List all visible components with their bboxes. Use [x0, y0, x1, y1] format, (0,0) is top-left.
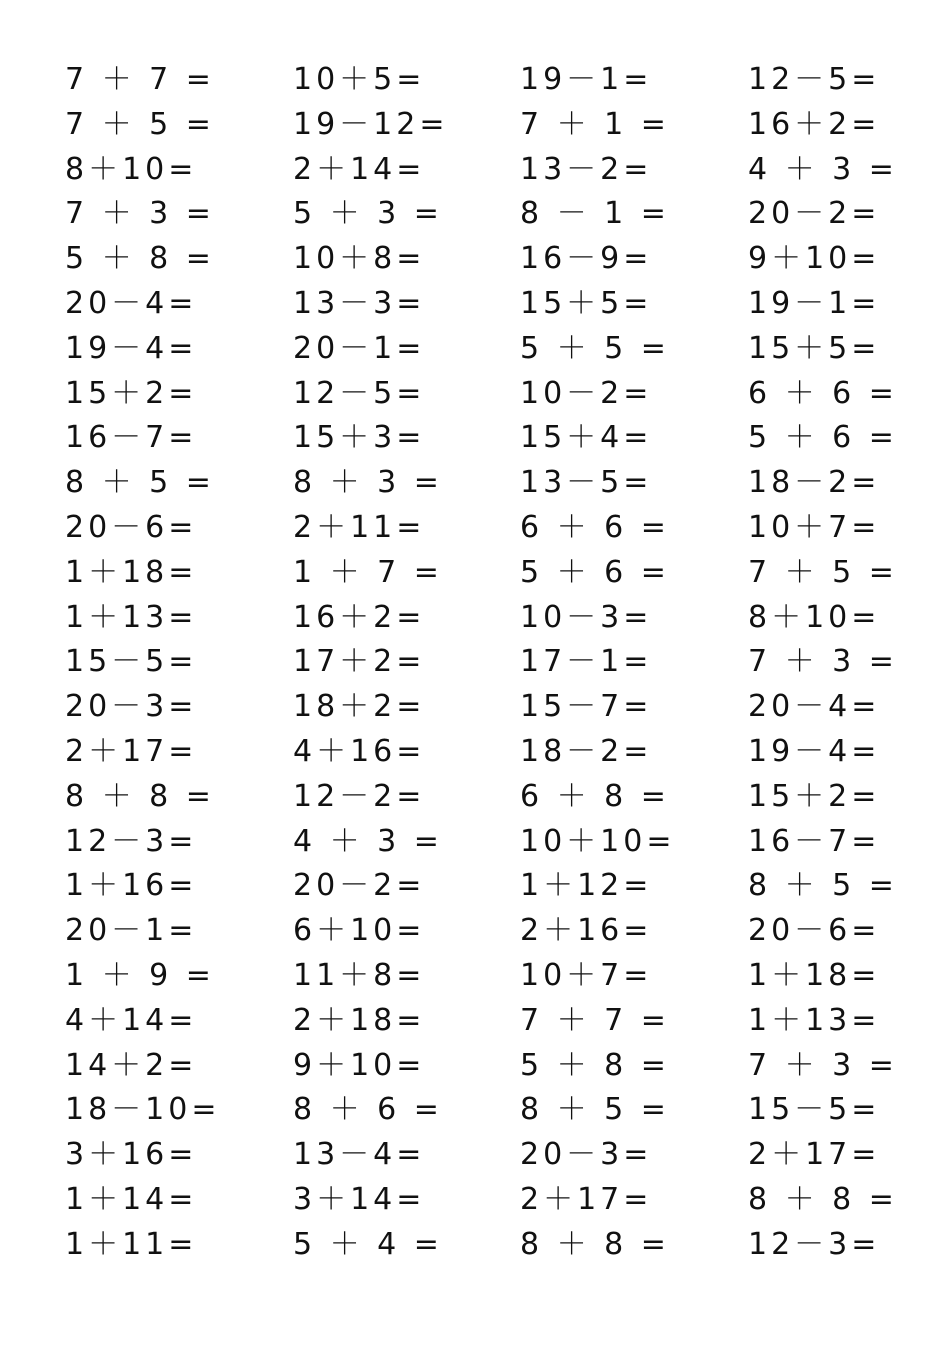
equation: 12－3=: [748, 1226, 881, 1262]
equation: 5 ＋ 4 =: [293, 1226, 443, 1262]
equation: 8 ＋ 3 =: [293, 465, 443, 501]
equation: 7 ＋ 3 =: [748, 644, 898, 680]
equation: 1＋16=: [65, 868, 198, 904]
equation: 17＋2=: [293, 644, 426, 680]
equation: 20－1=: [293, 330, 426, 366]
equation: 15－5=: [65, 644, 198, 680]
equation: 1＋13=: [65, 599, 198, 635]
equation: 7 ＋ 3 =: [65, 196, 215, 232]
equation-row: [0, 551, 950, 595]
equation: 8 ＋ 5 =: [748, 868, 898, 904]
equation: 2＋11=: [293, 510, 426, 545]
equation: 1＋14=: [65, 1182, 198, 1217]
equation: 17－1=: [520, 644, 653, 680]
equation: 10＋8=: [293, 241, 426, 277]
equation: 5 ＋ 6 =: [520, 554, 670, 590]
equation: 3＋14=: [293, 1182, 426, 1217]
equation-row: [0, 909, 950, 953]
equation: 15＋2=: [65, 375, 198, 411]
equation: 8＋10=: [748, 599, 881, 635]
equation-row: [0, 864, 950, 908]
equation: 1＋18=: [65, 554, 198, 590]
equation: 10＋7=: [748, 510, 881, 545]
equation: 8 ＋ 8 =: [748, 1182, 898, 1217]
equation: 20－3=: [520, 1137, 653, 1173]
equation: 7 ＋ 5 =: [65, 106, 215, 142]
equation: 8＋10=: [65, 151, 198, 187]
equation: 10＋7=: [520, 958, 653, 993]
equation-row: [0, 148, 950, 192]
equation: 7 ＋ 1 =: [520, 106, 670, 142]
equation-row: [0, 461, 950, 505]
equation: 8 － 1 =: [520, 196, 670, 232]
equation: 8 ＋ 6 =: [293, 1092, 443, 1128]
equation: 5 ＋ 6 =: [748, 420, 898, 456]
equation-row: [0, 237, 950, 281]
equation-row: [0, 775, 950, 819]
equation-row: [0, 506, 950, 550]
equation-row: [0, 685, 950, 729]
equation-row: [0, 1133, 950, 1177]
equation: 20－1=: [65, 913, 198, 949]
equation-row: [0, 730, 950, 774]
equation: 10－3=: [520, 599, 653, 635]
equation-row: [0, 58, 950, 102]
equation: 1 ＋ 7 =: [293, 554, 443, 590]
equation: 19－4=: [748, 734, 881, 769]
equation: 1＋11=: [65, 1226, 198, 1262]
equation: 19－4=: [65, 330, 198, 366]
equation: 19－1=: [748, 286, 881, 321]
equation-row: [0, 999, 950, 1043]
equation: 18－10=: [65, 1092, 221, 1128]
equation: 15－5=: [748, 1092, 881, 1128]
equation: 1 ＋ 9 =: [65, 958, 215, 993]
equation: 6 ＋ 8 =: [520, 778, 670, 814]
equation: 12－2=: [293, 778, 426, 814]
equation: 7 ＋ 7 =: [65, 62, 215, 97]
equation: 13－5=: [520, 465, 653, 501]
equation: 4＋14=: [65, 1002, 198, 1038]
equation: 6 ＋ 6 =: [520, 510, 670, 545]
equation: 20－4=: [65, 286, 198, 321]
equation-row: [0, 327, 950, 371]
equation: 2＋17=: [520, 1182, 653, 1217]
equation-row: [0, 372, 950, 416]
equation: 7 ＋ 3 =: [748, 1047, 898, 1083]
equation: 12－5=: [293, 375, 426, 411]
equation: 20－2=: [293, 868, 426, 904]
equation-row: [0, 1223, 950, 1267]
equation: 6＋10=: [293, 913, 426, 949]
equation: 15＋2=: [748, 778, 881, 814]
equation: 1＋12=: [520, 868, 653, 904]
equation-row: [0, 1178, 950, 1222]
equation: 18－2=: [748, 465, 881, 501]
equation-row: [0, 282, 950, 326]
equation: 18＋2=: [293, 689, 426, 725]
equation-row: [0, 1044, 950, 1088]
equation: 6 ＋ 6 =: [748, 375, 898, 411]
equation: 4 ＋ 3 =: [748, 151, 898, 187]
equation: 10＋5=: [293, 62, 426, 97]
equation: 8 ＋ 8 =: [520, 1226, 670, 1262]
equation-row: [0, 596, 950, 640]
equation: 4＋16=: [293, 734, 426, 769]
equation: 16＋2=: [293, 599, 426, 635]
equation: 5 ＋ 8 =: [65, 241, 215, 277]
equation: 20－3=: [65, 689, 198, 725]
equation: 1＋18=: [748, 958, 881, 993]
equation: 4 ＋ 3 =: [293, 823, 443, 859]
equation: 20－6=: [65, 510, 198, 545]
equation: 16＋2=: [748, 106, 881, 142]
equation-row: [0, 820, 950, 864]
equation: 14＋2=: [65, 1047, 198, 1083]
equation: 8 ＋ 5 =: [520, 1092, 670, 1128]
equation: 15－7=: [520, 689, 653, 725]
equation: 8 ＋ 5 =: [65, 465, 215, 501]
equation: 13－4=: [293, 1137, 426, 1173]
equation: 13－2=: [520, 151, 653, 187]
equation: 5 ＋ 8 =: [520, 1047, 670, 1083]
equation: 9＋10=: [293, 1047, 426, 1083]
equation: 12－5=: [748, 62, 881, 97]
equation: 7 ＋ 7 =: [520, 1002, 670, 1038]
equation-row: [0, 192, 950, 236]
equation-row: [0, 103, 950, 147]
equation: 2＋16=: [520, 913, 653, 949]
equation: 10＋10=: [520, 823, 676, 859]
equation: 5 ＋ 3 =: [293, 196, 443, 232]
equation: 10－2=: [520, 375, 653, 411]
equation: 12－3=: [65, 823, 198, 859]
equation: 15＋3=: [293, 420, 426, 456]
equation: 11＋8=: [293, 958, 426, 993]
equation: 15＋5=: [520, 286, 653, 321]
equation: 15＋4=: [520, 420, 653, 456]
equation: 15＋5=: [748, 330, 881, 366]
equation: 19－12=: [293, 106, 449, 142]
equation: 20－4=: [748, 689, 881, 725]
equation: 18－2=: [520, 734, 653, 769]
equation: 9＋10=: [748, 241, 881, 277]
equation: 2＋17=: [65, 734, 198, 769]
equation: 8 ＋ 8 =: [65, 778, 215, 814]
equation: 2＋14=: [293, 151, 426, 187]
equation-row: [0, 954, 950, 998]
equation: 20－6=: [748, 913, 881, 949]
equation: 19－1=: [520, 62, 653, 97]
equation-row: [0, 1088, 950, 1132]
equation: 5 ＋ 5 =: [520, 330, 670, 366]
equation: 20－2=: [748, 196, 881, 232]
equation: 2＋17=: [748, 1137, 881, 1173]
equation: 2＋18=: [293, 1002, 426, 1038]
equation: 16－7=: [748, 823, 881, 859]
equation: 7 ＋ 5 =: [748, 554, 898, 590]
equation: 3＋16=: [65, 1137, 198, 1173]
equation: 13－3=: [293, 286, 426, 321]
equation-row: [0, 416, 950, 460]
equation: 1＋13=: [748, 1002, 881, 1038]
equation: 16－7=: [65, 420, 198, 456]
equation-row: [0, 640, 950, 684]
equation: 16－9=: [520, 241, 653, 277]
